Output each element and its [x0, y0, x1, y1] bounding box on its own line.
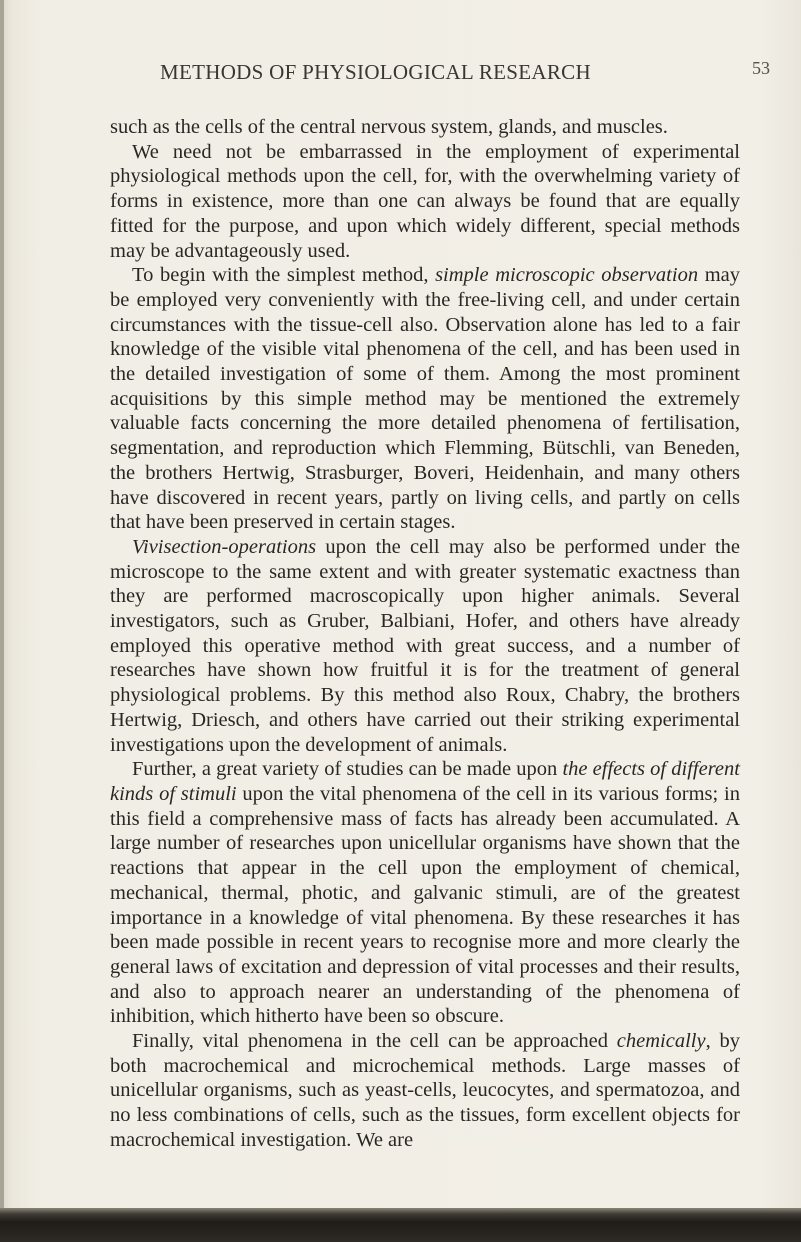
italic-term: the effects of different kinds of stimuli: [110, 758, 740, 805]
text-segment: may be employed very conveniently with the free-living cell, and under certain circumstances with the tissue-cell also. Observation alone has led to a fair knowledge of the visible vital phenomena of the cell, and has been used in the detailed investigation of some of them. Among the most prominent acquisitions by this simple method may be mentioned the extremely valuable facts concerning the more detailed phenomena of fertilisation, segmentation, and reproduction which Flemming, Bütschli, van Beneden, the brothers Hertwig, Strasburger, Boveri, Heidenhain, and many others have discovered in recent years, partly on living cells, and partly on cells that have been preserved in certain stages.: [110, 264, 741, 534]
text-segment: upon the cell may also be performed under the microscope to the same extent and with greater systematic exactness than they are performed macroscopically upon higher animals. Several investigators, such as Gruber, Balbiani, Hofer, and others have already employed this operative method with great success, and a number of researches have shown how fruitful it is for the treatment of general physiological problems. By this method also Roux, Chabry, the brothers Hertwig, Driesch, and others have carried out their striking experimental investigations upon the development of animals.: [110, 535, 740, 756]
paragraph-4: [110, 535, 740, 757]
paragraph-5: [110, 757, 740, 1029]
running-header: METHODS OF PHYSIOLOGICAL RESEARCH: [160, 60, 591, 84]
paragraph-6: [110, 1029, 740, 1153]
scan-bottom-edge: [0, 1208, 801, 1242]
text-segment: upon the vital phenomena of the cell in its various forms; in this field a comprehensive mass of facts has already been accumulated. A large number of researches upon unicellular organisms have shown that the reactions that appear in the cell upon the employment of chemical, mechanical, thermal, photic, and galvanic stimuli, are of the greatest importance in a knowledge of vital phenomena. By these researches it has been made possible in recent years to recognise more and more clearly the general laws of excitation and depression of vital processes and their results, and also to approach nearer an understanding of the phenomena of inhibition, which hitherto have been so obscure.: [110, 782, 740, 1028]
text-segment: , by both macrochemical and microchemical methods. Large masses of unicellular organisms, such as yeast-cells, leucocytes, and spermatozoa, and no less combinations of cells, such as the tissues, form excellent objects for macrochemical investigation. We are: [110, 1030, 741, 1151]
text-segment: Further, a great variety of studies can be made upon: [132, 758, 563, 781]
italic-term: Vivisection-operations: [132, 535, 317, 558]
paragraph-3: [110, 263, 740, 535]
text-segment: We need not be embarrassed in the employment of experimental physiological methods upon the cell, for, with the overwhelming variety of forms in existence, more than one can always be found that are equally fitted for the purpose, and upon which widely different, special methods may be advantageously used.: [110, 140, 740, 262]
italic-term: chemically: [616, 1030, 706, 1053]
paragraph-1: [110, 115, 740, 140]
text-segment: Finally, vital phenomena in the cell can be approached: [132, 1030, 617, 1053]
page-binding-edge: [0, 0, 4, 1242]
italic-term: simple microscopic observation: [435, 264, 699, 287]
text-segment: To begin with the simplest method,: [132, 264, 436, 287]
paragraph-2: [110, 140, 740, 264]
text-segment: such as the cells of the central nervous system, glands, and muscles.: [110, 116, 668, 138]
page-number: 53: [752, 58, 770, 78]
body-text: [110, 115, 740, 1153]
